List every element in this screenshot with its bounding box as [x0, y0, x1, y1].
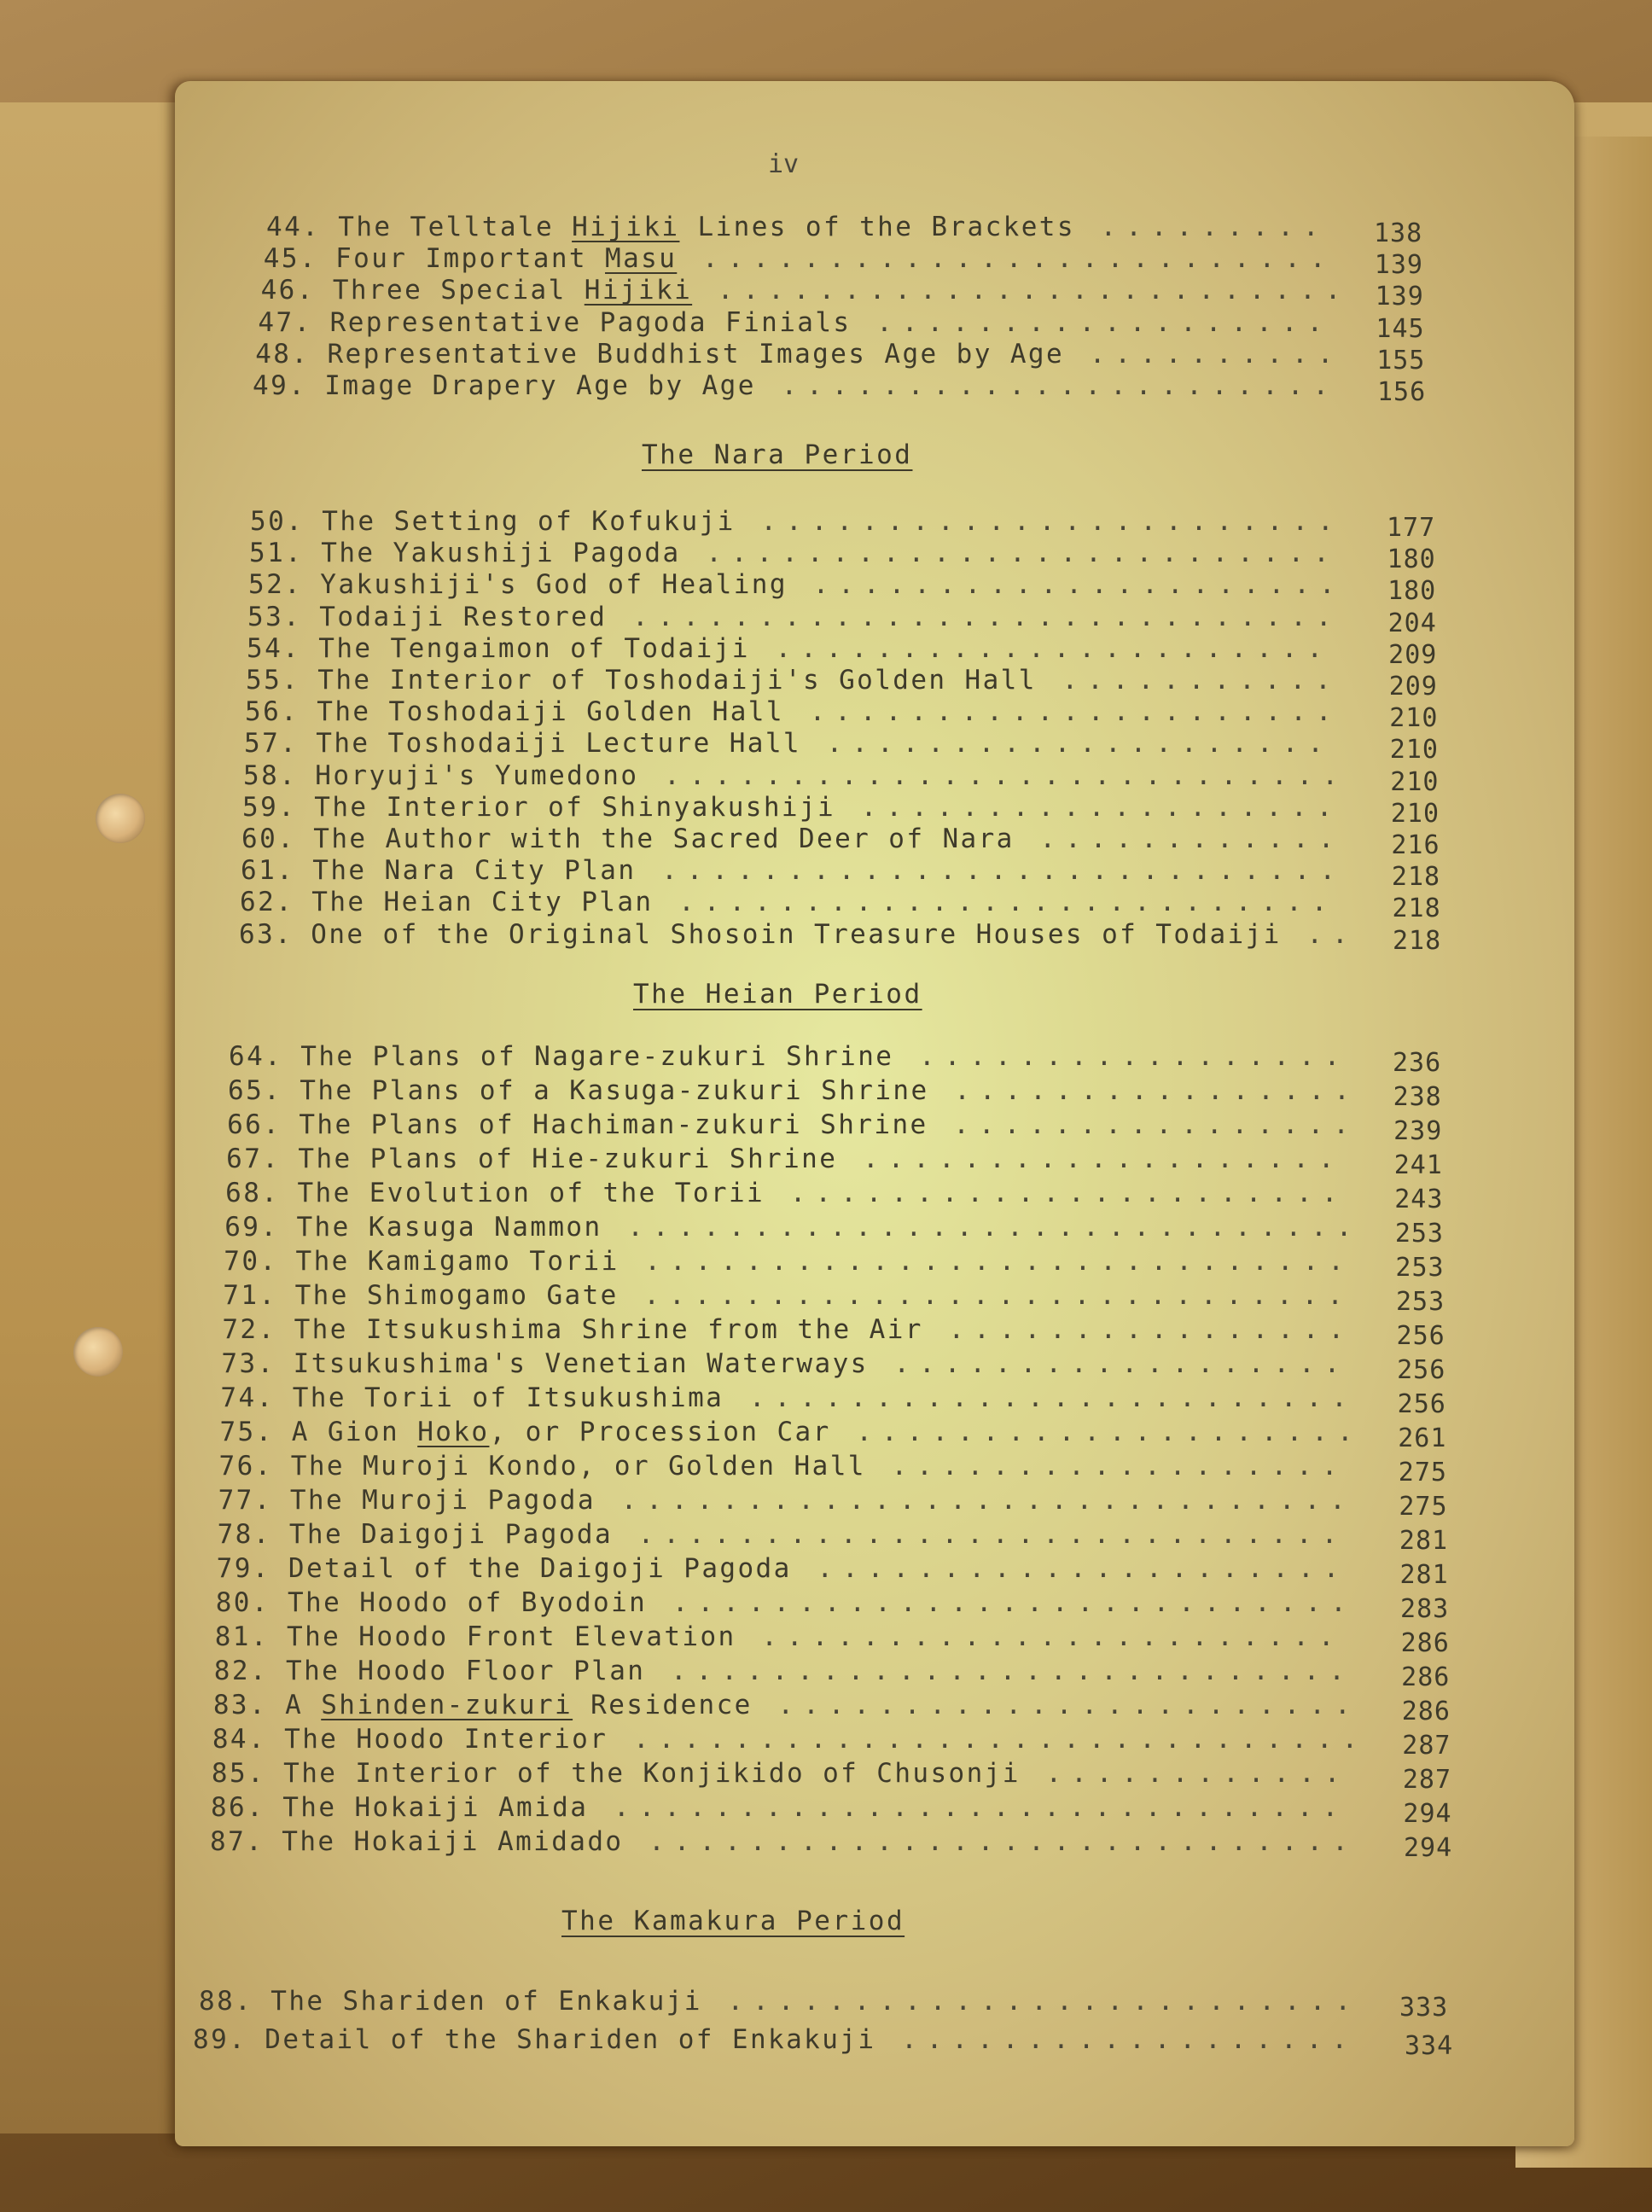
item-number: 76.: [218, 1451, 291, 1481]
leader-dots: ....................: [800, 728, 1333, 760]
list-item: [215, 1621, 1344, 1652]
list-item: [220, 1382, 1356, 1413]
item-title: The Telltale: [338, 212, 573, 242]
leader-dots: ............................: [607, 601, 1341, 632]
item-number: 50.: [250, 506, 323, 537]
item-number: 64.: [229, 1041, 301, 1072]
item-number: 55.: [246, 665, 318, 696]
item-title-rest: Lines of the Brackets: [679, 212, 1075, 242]
leader-dots: ...........................: [636, 855, 1346, 887]
leader-dots: ..................: [865, 1451, 1347, 1481]
item-number: 72.: [222, 1314, 294, 1345]
list-item: [199, 1986, 1360, 2017]
item-title: The Kamigamo Torii: [295, 1246, 620, 1277]
item-number: 48.: [255, 338, 328, 370]
item-number: 54.: [247, 632, 319, 664]
leader-dots: ............................: [623, 1826, 1358, 1857]
item-title: The Heian City Plan: [311, 887, 654, 918]
item-title: The Toshodaiji Golden Hall: [317, 696, 784, 728]
item-page-number: 281: [1399, 1560, 1449, 1590]
list-item: [258, 307, 1332, 338]
leader-dots: .........................: [692, 275, 1351, 306]
item-page-number: 334: [1405, 2031, 1454, 2061]
item-number: 75.: [219, 1417, 292, 1447]
item-title: The Yakushiji Pagoda: [321, 538, 681, 569]
item-number: 65.: [228, 1075, 300, 1106]
item-number: 86.: [210, 1792, 283, 1823]
leader-dots: .........................: [677, 243, 1335, 275]
item-page-number: 256: [1396, 1321, 1446, 1351]
list-item: [266, 212, 1329, 242]
item-number: 70.: [224, 1246, 296, 1277]
item-page-number: 145: [1376, 313, 1425, 344]
item-page-number: 241: [1393, 1150, 1443, 1180]
leader-dots: .........: [1074, 212, 1329, 242]
item-page-number: 210: [1389, 703, 1439, 734]
leader-dots: ............: [1020, 1758, 1350, 1789]
list-item: [248, 569, 1345, 600]
item-page-number: 261: [1398, 1423, 1447, 1453]
leader-dots: ..................: [851, 306, 1333, 338]
item-title: Detail of the Shariden of Enkakuji: [265, 2024, 876, 2055]
item-page-number: 155: [1376, 345, 1426, 375]
item-title: The Shariden of Enkakuji: [270, 1986, 702, 2017]
leader-dots: .......................: [752, 1690, 1360, 1720]
item-title: Image Drapery Age by Age: [324, 370, 756, 401]
item-page-number: 281: [1399, 1526, 1449, 1556]
list-item: [247, 633, 1332, 664]
item-title: The Plans of Hie-zukuri Shrine: [298, 1144, 838, 1174]
leader-dots: ............: [1014, 824, 1344, 854]
item-page-number: 209: [1388, 672, 1438, 701]
list-item: [241, 855, 1345, 886]
item-title: The Torii of Itsukushima: [292, 1382, 724, 1413]
item-page-number: 204: [1387, 608, 1437, 638]
leader-dots: ............................: [619, 1246, 1353, 1277]
list-item: [214, 1656, 1354, 1686]
list-item: [221, 1348, 1349, 1379]
item-title: Representative Buddhist Images Age by Age: [327, 338, 1065, 370]
item-number: 79.: [216, 1553, 288, 1584]
leader-dots: ............................: [613, 1519, 1347, 1550]
item-page-number: 218: [1393, 925, 1442, 956]
item-page-number: 218: [1392, 894, 1441, 924]
item-title: The Hoodo of Byodoin: [287, 1587, 648, 1618]
item-number: 82.: [213, 1656, 287, 1686]
list-item: [255, 339, 1342, 370]
item-title: The Hokaiji Amidado: [282, 1826, 624, 1857]
item-number: 85.: [211, 1758, 284, 1789]
item-title: The Hokaiji Amida: [282, 1792, 589, 1823]
item-number: 78.: [217, 1519, 289, 1550]
item-page-number: 253: [1394, 1219, 1444, 1249]
item-title-rest: Residence: [573, 1690, 753, 1720]
list-item: [210, 1826, 1358, 1857]
list-item: [226, 1144, 1343, 1174]
item-page-number: 286: [1401, 1662, 1451, 1692]
list-item: [218, 1519, 1347, 1550]
item-number: 66.: [227, 1109, 300, 1140]
item-number: 73.: [221, 1348, 294, 1379]
item-title-emphasis: Hoko: [417, 1417, 490, 1447]
item-number: 80.: [215, 1587, 288, 1618]
item-number: 56.: [245, 696, 317, 728]
item-page-number: 283: [1400, 1594, 1450, 1624]
leader-dots: .............................: [602, 1212, 1362, 1243]
item-title: The Plans of a Kasuga-zukuri Shrine: [300, 1075, 929, 1106]
item-number: 84.: [212, 1724, 285, 1755]
leader-dots: .........................: [680, 538, 1339, 569]
item-title: The Tengaimon of Todaiji: [318, 632, 750, 664]
list-item: [261, 275, 1351, 306]
list-item: [229, 1041, 1349, 1072]
item-page-number: 180: [1387, 544, 1436, 575]
item-page-number: 294: [1403, 1799, 1452, 1829]
list-item: [243, 760, 1347, 791]
leader-dots: ..........: [1064, 338, 1343, 370]
item-title: Four Important: [335, 243, 606, 275]
list-item: [222, 1314, 1353, 1345]
leader-dots: ..................: [875, 2024, 1358, 2055]
list-item: [212, 1724, 1367, 1755]
list-item: [219, 1417, 1362, 1447]
item-page-number: 139: [1374, 250, 1423, 281]
item-title-emphasis: Hijiki: [572, 212, 680, 242]
item-number: 60.: [241, 824, 314, 854]
list-item: [245, 696, 1341, 727]
leader-dots: .............................: [608, 1724, 1368, 1755]
leader-dots: ..................: [868, 1348, 1350, 1379]
list-item: [193, 2024, 1357, 2055]
item-number: 47.: [258, 306, 330, 338]
item-title: The Interior of the Konjikido of Chusonji: [283, 1758, 1021, 1789]
item-number: 53.: [247, 601, 320, 632]
item-title: The Muroji Pagoda: [289, 1485, 596, 1516]
item-number: 89.: [193, 2024, 265, 2055]
item-page-number: 239: [1393, 1116, 1443, 1146]
item-title-rest: , or Procession Car: [489, 1417, 831, 1447]
item-number: 61.: [241, 855, 313, 887]
list-item: [241, 824, 1343, 854]
item-number: 83.: [212, 1690, 286, 1720]
item-title: Itsukushima's Venetian Waterways: [293, 1348, 869, 1379]
item-title: The Shimogamo Gate: [294, 1280, 619, 1311]
item-number: 71.: [223, 1280, 295, 1311]
leader-dots: ..: [1281, 918, 1358, 950]
item-title: Three Special: [332, 275, 585, 306]
list-item: [249, 538, 1339, 568]
list-item: [264, 243, 1335, 274]
leader-dots: .............................: [595, 1485, 1355, 1516]
leader-dots: .......................: [735, 506, 1343, 537]
item-title: The Interior of Toshodaiji's Golden Hall: [317, 665, 1037, 696]
item-page-number: 218: [1391, 862, 1441, 893]
item-page-number: 287: [1402, 1731, 1451, 1761]
item-page-number: 216: [1391, 830, 1440, 860]
item-number: 63.: [239, 918, 311, 950]
item-page-number: 238: [1393, 1082, 1442, 1112]
leader-dots: ................: [922, 1314, 1354, 1345]
item-number: 88.: [199, 1986, 271, 2017]
item-page-number: 210: [1389, 735, 1439, 765]
item-number: 67.: [226, 1144, 299, 1174]
item-title: The Muroji Kondo, or Golden Hall: [290, 1451, 866, 1481]
item-title: The Plans of Hachiman-zukuri Shrine: [299, 1109, 928, 1140]
item-page-number: 287: [1402, 1765, 1452, 1795]
item-number: 44.: [266, 212, 339, 242]
item-page-number: 275: [1399, 1492, 1448, 1522]
item-number: 87.: [210, 1826, 282, 1857]
leader-dots: ......................: [749, 632, 1333, 664]
list-item: [246, 665, 1341, 696]
item-title: The Evolution of the Torii: [297, 1178, 765, 1208]
item-page-number: 275: [1398, 1458, 1447, 1487]
leader-dots: ............................: [618, 1280, 1352, 1311]
item-page-number: 256: [1397, 1389, 1446, 1419]
item-title: A Gion: [291, 1417, 418, 1447]
item-page-number: 286: [1401, 1697, 1451, 1726]
list-item: [213, 1690, 1360, 1720]
leader-dots: .....................: [783, 696, 1341, 728]
item-title: Representative Pagoda Finials: [329, 306, 852, 338]
item-page-number: 243: [1394, 1185, 1444, 1214]
item-number: 49.: [253, 370, 325, 401]
list-item: [224, 1212, 1361, 1243]
item-number: 62.: [240, 887, 312, 918]
leader-dots: ................: [928, 1075, 1359, 1106]
page-number: iv: [768, 149, 800, 179]
leader-dots: ....................: [830, 1417, 1363, 1447]
list-item: [253, 370, 1338, 401]
list-item: [216, 1587, 1356, 1618]
item-page-number: 139: [1375, 282, 1424, 312]
item-title: The Author with the Sacred Deer of Nara: [313, 824, 1015, 854]
leader-dots: ...........................: [645, 1656, 1354, 1686]
list-item: [217, 1553, 1349, 1584]
item-title-emphasis: Shinden-zukuri: [321, 1690, 573, 1720]
section-heading-nara: The Nara Period: [642, 439, 913, 470]
item-number: 59.: [242, 791, 315, 823]
list-item: [240, 887, 1336, 917]
item-title: Yakushiji's God of Healing: [320, 569, 788, 601]
item-title-emphasis: Masu: [605, 243, 678, 275]
list-item: [218, 1485, 1355, 1516]
list-item: [225, 1178, 1347, 1208]
leader-dots: ..........................: [653, 887, 1337, 918]
item-title: Detail of the Daigoji Pagoda: [288, 1553, 792, 1584]
item-number: 57.: [244, 728, 317, 760]
item-page-number: 180: [1387, 576, 1437, 607]
leader-dots: .........................: [701, 1986, 1361, 2017]
item-page-number: 156: [1377, 377, 1427, 407]
leader-dots: ......................: [755, 370, 1339, 401]
list-item: [228, 1075, 1359, 1106]
list-item: [250, 506, 1343, 537]
item-title: The Kasuga Nammon: [296, 1212, 602, 1243]
list-item: [224, 1246, 1353, 1277]
item-number: 81.: [214, 1621, 287, 1652]
item-page-number: 236: [1393, 1048, 1442, 1078]
list-item: [223, 1280, 1352, 1311]
leader-dots: .......................: [736, 1621, 1344, 1652]
item-title: One of the Original Shosoin Treasure Houses of Todaiji: [311, 918, 1282, 950]
list-item: [227, 1109, 1358, 1140]
item-title: The Nara City Plan: [312, 855, 637, 887]
list-item: [247, 602, 1341, 632]
item-page-number: 253: [1395, 1253, 1445, 1283]
item-page-number: 210: [1390, 798, 1440, 829]
item-page-number: 286: [1400, 1628, 1450, 1658]
item-title: The Itsukushima Shrine from the Air: [294, 1314, 923, 1345]
leader-dots: .....................: [791, 1553, 1349, 1584]
item-number: 45.: [263, 243, 336, 275]
item-page-number: 294: [1404, 1833, 1453, 1863]
leader-dots: ......................: [765, 1178, 1347, 1208]
leader-dots: ...................: [837, 1144, 1344, 1174]
leader-dots: ................: [928, 1109, 1358, 1140]
item-number: 58.: [243, 760, 316, 791]
item-title: The Hoodo Interior: [284, 1724, 608, 1755]
item-number: 52.: [248, 569, 321, 601]
item-number: 46.: [260, 275, 333, 306]
leader-dots: .............................: [588, 1792, 1348, 1823]
item-number: 51.: [249, 538, 322, 569]
list-item: [239, 919, 1358, 950]
list-item: [244, 728, 1333, 759]
item-page-number: 253: [1395, 1287, 1446, 1317]
item-number: 69.: [224, 1212, 297, 1243]
list-item: [219, 1451, 1347, 1481]
leader-dots: ...................: [835, 791, 1342, 823]
item-title: The Daigoji Pagoda: [288, 1519, 614, 1550]
item-title: The Hoodo Floor Plan: [286, 1656, 646, 1686]
list-item: [242, 792, 1341, 823]
item-number: 77.: [218, 1485, 290, 1516]
leader-dots: ...........................: [638, 760, 1348, 791]
leader-dots: .....................: [787, 569, 1345, 601]
item-title: A: [285, 1690, 322, 1720]
item-page-number: 138: [1374, 218, 1423, 248]
item-title: The Setting of Kofukuji: [322, 506, 736, 537]
leader-dots: .................: [893, 1041, 1350, 1072]
leader-dots: ...........................: [647, 1587, 1356, 1618]
item-title: Todaiji Restored: [319, 601, 608, 632]
item-title: The Interior of Shinyakushiji: [314, 791, 836, 823]
leader-dots: ........................: [724, 1382, 1357, 1413]
item-title-emphasis: Hijiki: [584, 275, 693, 306]
item-page-number: 177: [1387, 513, 1436, 543]
item-page-number: 256: [1397, 1355, 1446, 1385]
item-title: The Plans of Nagare-zukuri Shrine: [300, 1041, 894, 1072]
item-title: The Toshodaiji Lecture Hall: [316, 728, 801, 760]
item-page-number: 333: [1399, 1993, 1449, 2023]
section-heading-kamakura: The Kamakura Period: [561, 1906, 905, 1936]
item-title: Horyuji's Yumedono: [315, 760, 639, 791]
item-number: 74.: [220, 1382, 293, 1413]
item-page-number: 209: [1388, 639, 1438, 670]
item-page-number: 210: [1390, 766, 1440, 797]
item-title: The Hoodo Front Elevation: [287, 1621, 736, 1652]
section-heading-heian: The Heian Period: [633, 979, 922, 1010]
item-number: 68.: [225, 1178, 298, 1208]
list-item: [211, 1792, 1347, 1823]
leader-dots: ...........: [1036, 665, 1341, 696]
list-item: [212, 1758, 1350, 1789]
